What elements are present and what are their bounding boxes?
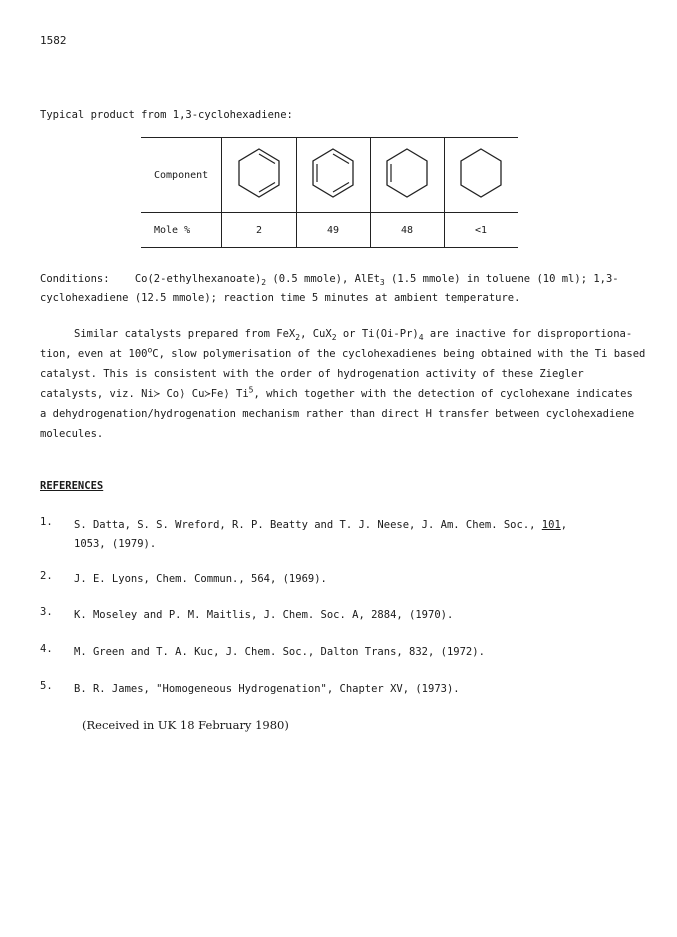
reference-number: 2. bbox=[40, 570, 53, 582]
subscript: 3 bbox=[379, 278, 385, 288]
reference-number: 1. bbox=[40, 516, 53, 528]
table-col-divider bbox=[370, 137, 371, 248]
page-number: 1582 bbox=[40, 34, 67, 47]
cyclohexadiene-structure-icon bbox=[229, 143, 289, 203]
reference-text: B. R. James, "Homogeneous Hydrogenation", Chapter XV, (1973). bbox=[74, 683, 460, 695]
reference-text bbox=[74, 516, 567, 554]
conditions-block bbox=[40, 270, 619, 308]
text-span: C, slow polymerisation of the cyclohexadienes being obtained with the Ti based bbox=[152, 348, 646, 360]
text-span: Co bbox=[160, 388, 180, 400]
mole-percent-label: Mole % bbox=[154, 225, 191, 236]
text-span: Fe bbox=[210, 388, 224, 400]
mole-value: 48 bbox=[400, 225, 414, 236]
text-span: (1.5 mmole) in toluene (10 ml); 1,3- bbox=[384, 273, 619, 285]
greater-than-symbol: ≻ bbox=[204, 388, 211, 400]
conditions-label: Conditions: bbox=[40, 273, 110, 285]
paragraph-line: catalyst. This is consistent with the order of hydrogenation activity of these Ziegler bbox=[40, 368, 584, 380]
paragraph-line bbox=[40, 324, 645, 344]
text-span: tion, even at 100 bbox=[40, 348, 148, 360]
reference-number: 3. bbox=[40, 606, 53, 618]
received-note: (Received in UK 18 February 1980) bbox=[82, 718, 289, 732]
product-table bbox=[141, 137, 518, 248]
text-span: Similar catalysts prepared from FeX bbox=[74, 328, 296, 340]
subscript: 2 bbox=[295, 333, 301, 343]
cyclohexane-structure-icon bbox=[451, 143, 511, 203]
greater-than-symbol: ⟩ bbox=[179, 388, 186, 400]
table-col-divider bbox=[444, 137, 445, 248]
text-span: 1053, (1979). bbox=[74, 538, 157, 550]
body-paragraph bbox=[40, 324, 645, 444]
reference-text: M. Green and T. A. Kuc, J. Chem. Soc., Dalton Trans, 832, (1972). bbox=[74, 646, 485, 658]
text-span: Cu bbox=[185, 388, 205, 400]
mole-value: <1 bbox=[474, 225, 488, 236]
reference-text: J. E. Lyons, Chem. Commun., 564, (1969). bbox=[74, 573, 327, 585]
component-label: Component bbox=[154, 170, 209, 181]
table-rule-middle bbox=[141, 212, 518, 213]
superscript: o bbox=[147, 345, 153, 355]
table-col-divider bbox=[296, 137, 297, 248]
greater-than-symbol: ≻ bbox=[153, 388, 161, 400]
conditions-line-1 bbox=[40, 270, 619, 289]
subscript: 2 bbox=[331, 333, 337, 343]
paragraph-line bbox=[40, 384, 645, 404]
text-span: , bbox=[560, 519, 568, 531]
mole-value: 2 bbox=[255, 225, 263, 236]
text-span: are inactive for disproportiona- bbox=[423, 328, 633, 340]
text-span: , which together with the detection of cyclohexane indicates bbox=[253, 388, 633, 400]
text-span: or Ti(Oi-Pr) bbox=[336, 328, 419, 340]
text-span: , CuX bbox=[300, 328, 332, 340]
superscript: 5 bbox=[248, 385, 254, 395]
paragraph-line bbox=[40, 344, 645, 364]
subscript: 2 bbox=[261, 278, 267, 288]
reference-number: 4. bbox=[40, 643, 53, 655]
paragraph-line: molecules. bbox=[40, 428, 104, 440]
conditions-line-2: cyclohexadiene (12.5 mmole); reaction time 5 minutes at ambient temperature. bbox=[40, 292, 521, 304]
reference-text: K. Moseley and P. M. Maitlis, J. Chem. Soc. A, 2884, (1970). bbox=[74, 609, 454, 621]
reference-number: 5. bbox=[40, 680, 53, 692]
cyclohexene-structure-icon bbox=[377, 143, 437, 203]
paragraph-line: a dehydrogenation/hydrogenation mechanism rather than direct H transfer between cyclohexadiene bbox=[40, 408, 635, 420]
benzene-structure-icon bbox=[303, 143, 363, 203]
greater-than-symbol: ⟩ bbox=[223, 388, 230, 400]
text-span: Ti bbox=[229, 388, 249, 400]
table-rule-bottom bbox=[141, 247, 518, 248]
text-span: S. Datta, S. S. Wreford, R. P. Beatty and T. J. Neese, J. Am. Chem. Soc., bbox=[74, 519, 542, 531]
intro-text: Typical product from 1,3-cyclohexadiene: bbox=[40, 109, 293, 121]
mole-value: 49 bbox=[326, 225, 340, 236]
references-heading: REFERENCES bbox=[40, 480, 104, 492]
text-span: (0.5 mmole), AlEt bbox=[266, 273, 380, 285]
table-col-divider bbox=[221, 137, 222, 248]
table-rule-top bbox=[141, 137, 518, 138]
text-span: Co(2-ethylhexanoate) bbox=[134, 273, 262, 285]
text-span: catalysts, viz. Ni bbox=[40, 388, 154, 400]
subscript: 4 bbox=[418, 333, 424, 343]
volume-number: 101 bbox=[541, 519, 561, 531]
